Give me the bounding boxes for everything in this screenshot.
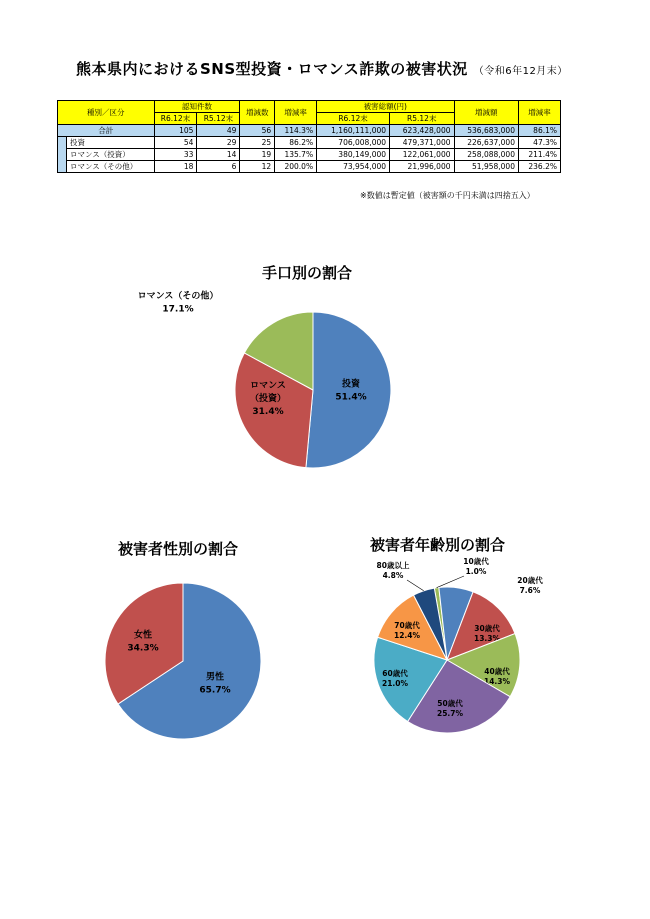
slice-label-ロマンス-投資-: ロマンス（投資） 31.4% [249,381,287,417]
page-title-text: 熊本県内におけるSNS型投資・ロマンス詐欺の被害状況 [76,60,468,78]
page-title-date: （令和6年12月末） [473,66,568,77]
slice-label-60歳代: 60歳代 21.0% [381,669,409,688]
row-label: ロマンス（その他） [67,161,155,173]
cell-count-diff: 19 [240,149,275,161]
cell-count-r5: 29 [197,137,240,149]
cell-amount-r6: 1,160,111,000 [317,125,390,137]
chart-title-gender: 被害者性別の割合 [118,540,239,558]
header-diff-count: 増減数 [240,101,275,125]
cell-count-r5: 14 [197,149,240,161]
slice-label-10歳代: 10歳代 1.0% [463,557,489,576]
cell-amount-r6: 380,149,000 [317,149,390,161]
provisional-note: ※数値は暫定値（被害額の千円未満は四捨五入） [360,191,535,200]
cell-amount-r6: 706,008,000 [317,137,390,149]
cell-amount-rate: 86.1% [518,125,560,137]
cell-count-r5: 6 [197,161,240,173]
header-amount-r6: R6.12末 [317,113,390,125]
cell-amount-rate: 211.4% [518,149,560,161]
header-count-r5: R5.12末 [197,113,240,125]
cell-count-rate: 114.3% [275,125,317,137]
header-diff-amount: 増減額 [454,101,518,125]
cell-count-rate: 200.0% [275,161,317,173]
cell-count-r6: 105 [154,125,197,137]
cell-count-diff: 12 [240,161,275,173]
cell-count-r5: 49 [197,125,240,137]
cell-amount-diff: 536,683,000 [454,125,518,137]
leader-line-80歳以上 [407,580,424,591]
cell-amount-r5: 21,996,000 [390,161,454,173]
cell-amount-r5: 122,061,000 [390,149,454,161]
header-amount-r5: R5.12末 [390,113,454,125]
cell-count-r6: 54 [154,137,197,149]
slice-label-女性: 女性 34.3% [127,630,159,654]
slice-label-50歳代: 50歳代 25.7% [436,699,464,718]
header-rate: 増減率 [275,101,317,125]
header-rate2: 増減率 [518,101,560,125]
slice-label-70歳代: 70歳代 12.4% [393,621,421,640]
cell-amount-rate: 236.2% [518,161,560,173]
slice-label-80歳以上: 80歳以上 4.8% [376,561,410,580]
slice-label-40歳代: 40歳代 14.3% [483,667,511,686]
cell-amount-r5: 623,428,000 [390,125,454,137]
slice-label-投資: 投資 51.4% [335,379,367,403]
cell-count-diff: 25 [240,137,275,149]
header-category: 種別／区分 [58,101,155,125]
cell-count-rate: 86.2% [275,137,317,149]
chart-title-age: 被害者年齢別の割合 [370,536,506,554]
cell-amount-r5: 479,371,000 [390,137,454,149]
header-count-r6: R6.12末 [154,113,197,125]
cell-amount-rate: 47.3% [518,137,560,149]
slice-label-ロマンス-その他-: ロマンス（その他） 17.1% [137,291,219,315]
cell-count-r6: 18 [154,161,197,173]
header-recognized: 認知件数 [154,101,240,113]
row-label: ロマンス（投資） [67,149,155,161]
cell-amount-diff: 258,088,000 [454,149,518,161]
leader-line-10歳代 [437,576,464,588]
cell-amount-diff: 51,958,000 [454,161,518,173]
cell-count-diff: 56 [240,125,275,137]
cell-amount-r6: 73,954,000 [317,161,390,173]
cell-amount-diff: 226,637,000 [454,137,518,149]
row-label: 合計 [58,125,155,137]
header-damage: 被害総額(円) [317,101,454,113]
cell-count-rate: 135.7% [275,149,317,161]
cell-count-r6: 33 [154,149,197,161]
slice-label-20歳代: 20歳代 7.6% [517,576,543,595]
row-label: 投資 [67,137,155,149]
chart-title-method: 手口別の割合 [262,264,353,282]
slice-label-男性: 男性 65.7% [199,672,231,696]
slice-label-30歳代: 30歳代 13.3% [473,624,501,643]
